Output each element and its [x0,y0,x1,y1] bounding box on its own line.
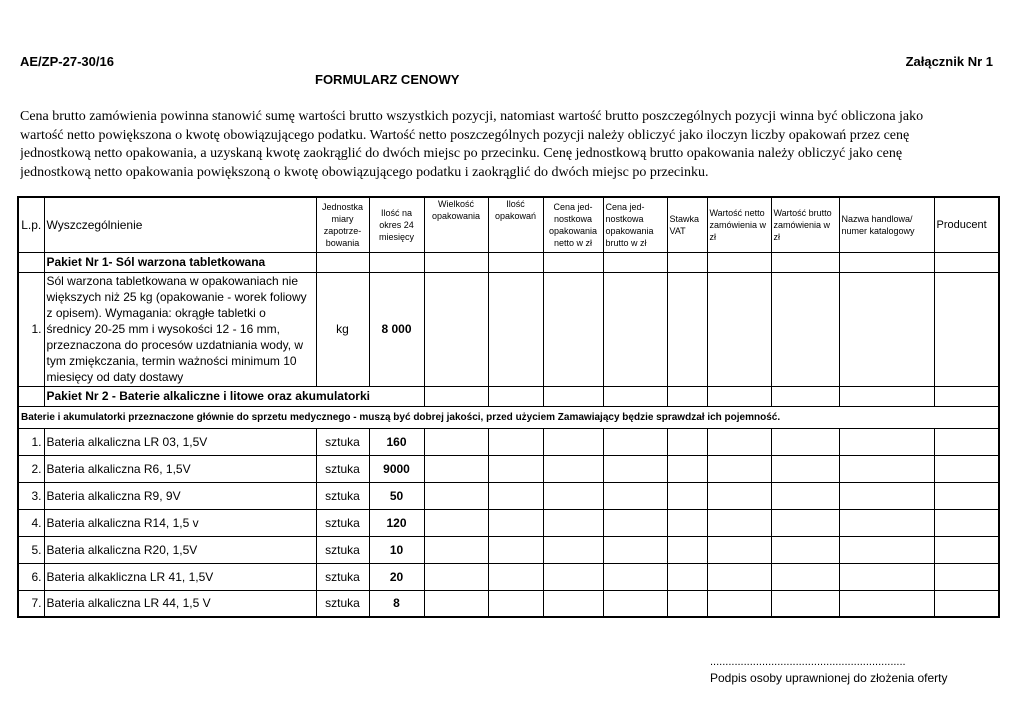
intro-line: jednostkową netto opakowania powiększoną o kwotę obowiązującego podatku i zaokrąglić do dwóch miejsc po przecinku. [20,164,709,180]
package-title: Pakiet Nr 1- Sól warzona tabletkowana [44,252,316,272]
row-lp: 1. [18,428,44,455]
col-trade-name: Nazwa handlowa/ numer katalogowy [839,197,934,252]
row-qty: 50 [369,482,424,509]
cell-trade-name[interactable] [839,272,934,386]
row-lp: 3. [18,482,44,509]
row-item: Bateria alkakliczna LR 41, 1,5V [44,563,316,590]
page-title: FORMULARZ CENOWY [315,72,460,87]
cell-gross-price[interactable] [603,272,667,386]
signature-line: ................................................................ [710,656,906,668]
row-lp: 6. [18,563,44,590]
cell-pack-size[interactable] [424,272,488,386]
cell-net-value[interactable] [707,272,771,386]
row-qty: 120 [369,509,424,536]
row-unit: sztuka [316,482,369,509]
cell-producer[interactable] [934,272,999,386]
row-lp: 7. [18,590,44,617]
col-net-value: Wartość netto zamówienia w zł [707,197,771,252]
col-pack-count: Ilość opakowań [488,197,543,252]
price-table [17,196,1000,618]
table-row [18,455,999,482]
intro-line: wartość netto powiększona o kwotę obowiązującego podatku. Wartość netto poszczególnych pozycji należy obliczyć jako iloczyn liczby opakowań przez cenę [20,127,910,143]
row-unit: sztuka [316,536,369,563]
row-item: Bateria alkaliczna R9, 9V [44,482,316,509]
row-qty: 8 [369,590,424,617]
signature-label: Podpis osoby uprawnionej do złożenia oferty [710,671,948,685]
table-header-row [18,197,999,252]
row-qty: 160 [369,428,424,455]
col-gross-price: Cena jed-nostkowa opakowania brutto w zł [603,197,667,252]
package-title: Pakiet Nr 2 - Baterie alkaliczne i litowe oraz akumulatorki [44,386,424,406]
table-row [18,428,999,455]
table-row [18,509,999,536]
table-row [18,536,999,563]
package-title-row [18,386,999,406]
row-lp: 4. [18,509,44,536]
row-unit: sztuka [316,428,369,455]
package-note: Baterie i akumulatorki przeznaczone głównie do sprzetu medycznego - muszą być dobrej jakości, przed użyciem Zamawiający będzie sprawdzał ich pojemność. [18,406,999,428]
col-item: Wyszczególnienie [44,197,316,252]
row-qty: 20 [369,563,424,590]
row-item: Bateria alkaliczna LR 03, 1,5V [44,428,316,455]
row-item: Bateria alkaliczna R20, 1,5V [44,536,316,563]
package-title-row [18,252,999,272]
row-unit: sztuka [316,590,369,617]
row-unit: sztuka [316,563,369,590]
cell-pack-count[interactable] [488,272,543,386]
col-qty: Ilość na okres 24 miesięcy [369,197,424,252]
row-item: Bateria alkaliczna R6, 1,5V [44,455,316,482]
intro-paragraph [20,108,955,182]
row-lp: 1. [18,272,44,386]
table-row [18,482,999,509]
row-qty: 10 [369,536,424,563]
col-vat: Stawka VAT [667,197,707,252]
table-row [18,272,999,386]
row-unit: sztuka [316,509,369,536]
cell-net-price[interactable] [543,272,603,386]
table-row [18,590,999,617]
col-lp: L.p. [18,197,44,252]
col-unit: Jednostka miary zapotrze-bowania [316,197,369,252]
cell-gross-value[interactable] [771,272,839,386]
cell-vat[interactable] [667,272,707,386]
intro-line: Cena brutto zamówienia powinna stanowić sumę wartości brutto wszystkich pozycji, natomiast wartość brutto poszczególnych pozycji winna być obliczona jako [20,109,924,124]
col-producer: Producent [934,197,999,252]
row-qty: 8 000 [369,272,424,386]
annex-label: Załącznik Nr 1 [905,54,993,69]
table-row [18,563,999,590]
col-pack-size: Wielkość opakowania [424,197,488,252]
intro-line: jednostkową netto opakowania, a uzyskaną kwotę zaokrąglić do dwóch miejsc po przecinku. Cenę jednostkową brutto opakowania należy obliczyć jako cenę [20,146,903,161]
row-unit: kg [316,272,369,386]
row-item: Bateria alkaliczna LR 44, 1,5 V [44,590,316,617]
row-unit: sztuka [316,455,369,482]
reference-number: AE/ZP-27-30/16 [20,54,114,69]
col-net-price: Cena jed-nostkowa opakowania netto w zł [543,197,603,252]
row-qty: 9000 [369,455,424,482]
package-note-row [18,406,999,428]
row-item: Bateria alkaliczna R14, 1,5 v [44,509,316,536]
row-lp: 5. [18,536,44,563]
row-item: Sól warzona tabletkowana w opakowaniach nie większych niż 25 kg (opakowanie - worek foliowy z opisem). Wymagania: okrągłe tabletki o średnicy 20-25 mm i wysokości 12 - 16 mm, przeznaczona do procesów uzdatniania wody, w tym zmiękczania, termin ważności minimum 10 miesięcy od daty dostawy [44,272,316,386]
col-gross-value: Wartość brutto zamówienia w zł [771,197,839,252]
row-lp: 2. [18,455,44,482]
